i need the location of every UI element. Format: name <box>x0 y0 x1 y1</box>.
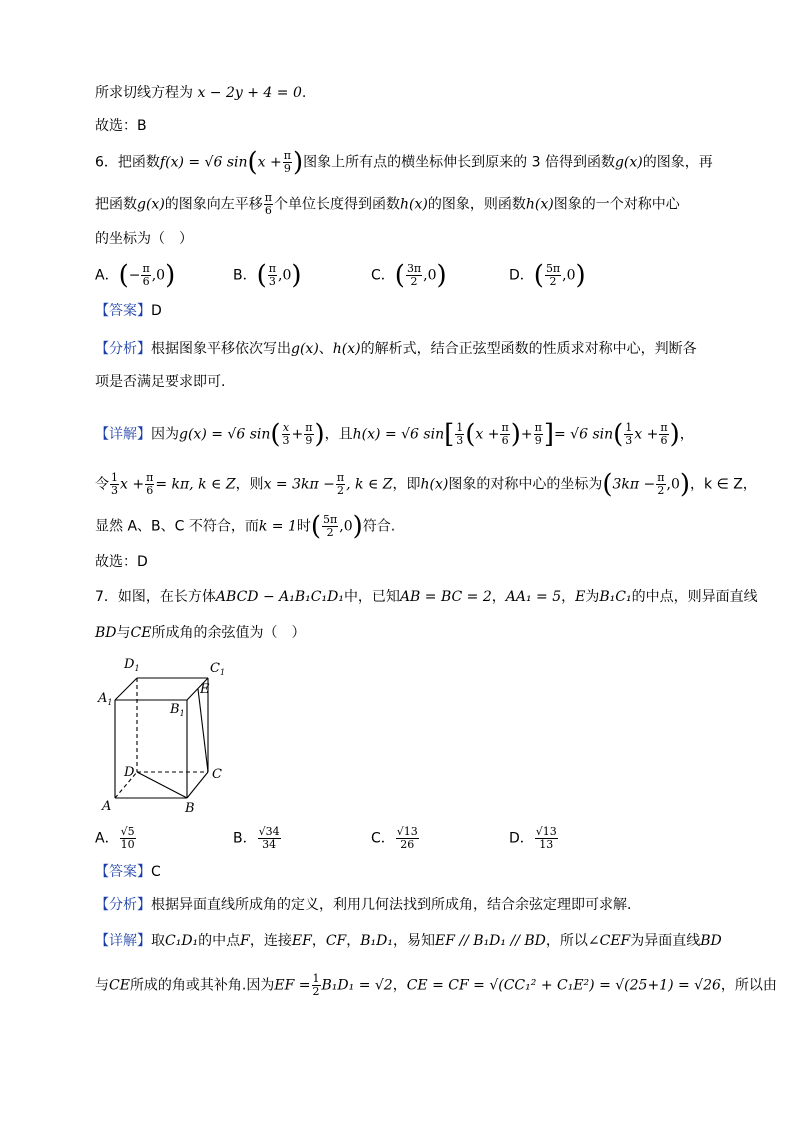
q7-b1c1: B₁C₁ <box>599 589 632 605</box>
q6-option-c[interactable] <box>371 260 447 291</box>
frac-den: 2 <box>326 526 334 539</box>
frac-den: 6 <box>142 275 150 288</box>
q7-option-c[interactable] <box>371 826 420 851</box>
paren: ( <box>394 260 405 291</box>
paren: ( <box>270 419 281 450</box>
frac-den: 9 <box>534 434 542 447</box>
prev-tangent-eq: x − 2y + 4 = 0 <box>197 85 302 101</box>
q6-analysis1c: 的解析式，结合正弦型函数的性质求对称中心，判断各 <box>360 341 697 357</box>
q7-stem-line1 <box>95 587 758 607</box>
x-plus: x + <box>475 426 500 443</box>
frac-den: 34 <box>262 838 277 851</box>
q6-stem-line1 <box>95 147 713 178</box>
q7-s1a: 7．如图，在长方体 <box>95 589 216 605</box>
frac <box>312 973 321 998</box>
prev-period: . <box>301 85 307 101</box>
q6-detail-line2 <box>95 469 757 500</box>
q7-s1d: ， <box>561 589 576 605</box>
frac <box>336 472 345 497</box>
q7-bd2: BD <box>700 933 722 949</box>
paren: ) <box>165 260 176 291</box>
q6-c3: 时 <box>296 518 311 535</box>
frac-den: 3 <box>111 484 118 497</box>
answer-value: D <box>151 303 162 319</box>
q6-l2c: 个单位长度得到函数 <box>274 196 401 213</box>
frac-num: 1 <box>111 471 118 484</box>
detail-tag: 【详解】 <box>95 426 151 443</box>
q7-f: F <box>240 933 250 949</box>
q6-number: 6．把函数 <box>95 154 160 171</box>
frac-den: 6 <box>264 204 272 217</box>
label-e: E <box>200 682 210 697</box>
frac-den: 6 <box>501 434 509 447</box>
q7-option-a[interactable] <box>95 826 137 851</box>
q7-c1d1: C₁D₁ <box>165 933 199 949</box>
analysis-tag: 【分析】 <box>95 897 151 913</box>
q6-li: 3kπ − <box>612 476 656 493</box>
x-plus: x + <box>634 426 659 443</box>
q6-stem-line3: 的坐标为（ ） <box>95 231 193 247</box>
frac <box>304 422 313 447</box>
frac-num: π <box>336 471 345 484</box>
q6-h: h(x) <box>400 196 428 213</box>
q7-p2b: 所成的角或其补角.因为 <box>129 977 275 994</box>
frac-num: π <box>268 262 276 275</box>
paren: ( <box>533 260 544 291</box>
q7-s1c: ， <box>491 589 506 605</box>
frac-num: √13 <box>535 825 557 838</box>
q6-g: g(x) <box>614 154 643 171</box>
frac-num: π <box>660 421 668 434</box>
frac <box>141 263 150 288</box>
paren: ) <box>292 147 304 178</box>
segment-ce <box>198 689 208 772</box>
segment-bd <box>137 772 187 798</box>
frac <box>258 826 281 851</box>
frac-num: π <box>501 421 509 434</box>
paren: ( <box>465 419 476 450</box>
q6-option-d[interactable] <box>509 260 586 291</box>
q7-s1f: 的中点，则异面直线 <box>631 589 758 605</box>
paren: ( <box>256 260 267 291</box>
answer-value: C <box>151 864 161 880</box>
q6-g2: g(x) <box>137 196 165 213</box>
q7-ce2: CE <box>109 977 130 994</box>
frac-den: 2 <box>336 484 344 497</box>
q6-h2: h(x) <box>525 196 554 213</box>
frac-den: 3 <box>282 434 290 447</box>
frac-num: 1 <box>312 972 320 985</box>
q6-analysis-line2: 项是否满足要求即可. <box>95 374 226 390</box>
q7-p1d: ， <box>311 933 326 949</box>
q6-lb: x + <box>120 476 145 493</box>
paren: ( <box>310 511 322 542</box>
q6-l2b: 的图象向左平移 <box>164 196 263 213</box>
frac <box>535 826 558 851</box>
q6-g-expr: g(x) = √6 sin <box>179 426 271 443</box>
q6-c4: 符合. <box>362 518 396 535</box>
frac-num: x <box>282 421 290 434</box>
frac-num: √5 <box>120 825 135 838</box>
q6-ld: ，则 <box>235 476 264 493</box>
paren: ) <box>291 260 302 291</box>
frac <box>282 422 291 447</box>
prev-tangent-prefix: 所求切线方程为 <box>95 85 193 101</box>
q6-lf: , k ∈ Z <box>346 476 393 493</box>
pi-over-9 <box>283 150 292 175</box>
q7-e: E <box>575 589 586 605</box>
q7-p2c: EF = <box>274 977 311 994</box>
frac-num: π <box>264 191 273 204</box>
q7-option-b[interactable] <box>233 826 282 851</box>
q6-f-arg: x + <box>257 154 282 171</box>
frac <box>406 263 422 288</box>
q6-d1a: 因为 <box>151 426 179 443</box>
frac-den: 13 <box>539 838 554 851</box>
q7-p1g: ，所以 <box>545 933 588 949</box>
bracket: [ <box>444 419 455 450</box>
q7-analysis <box>95 895 631 915</box>
frac-num: √13 <box>396 825 418 838</box>
q6-analysis1b: 、 <box>318 341 333 357</box>
frac-den: 9 <box>305 434 313 447</box>
q6-h-expr: h(x) = √6 sin <box>352 426 445 443</box>
q7-p1e: ， <box>346 933 361 949</box>
label-d: D <box>124 765 135 780</box>
frac-num: π <box>305 421 313 434</box>
neg-sign: − <box>128 267 141 284</box>
frac <box>545 263 561 288</box>
frac <box>534 422 543 447</box>
label-b1: $B_1$ <box>170 702 185 718</box>
frac-den: 6 <box>146 484 154 497</box>
q6-c2: k = 1 <box>258 518 297 535</box>
option-label: B． <box>233 267 257 284</box>
option-label: A． <box>95 830 119 847</box>
q7-p2g: ，所以由 <box>720 977 777 994</box>
frac-num: 1 <box>456 421 464 434</box>
q6-final: 故选：D <box>95 554 148 570</box>
frac-den: 2 <box>549 275 557 288</box>
frac <box>656 472 665 497</box>
frac-num: 5π <box>545 262 561 275</box>
q6-l2e: 图象的一个对称中心 <box>553 196 680 213</box>
q6-analysis1: 根据图象平移依次写出 <box>151 341 291 357</box>
pi-over-6 <box>264 192 273 217</box>
q6-g3: g(x) <box>291 341 319 357</box>
q6-text1: 图象上所有点的横坐标伸长到原来的 3 倍得到函数 <box>303 154 615 171</box>
frac <box>110 472 119 497</box>
frac-den: 10 <box>120 838 135 851</box>
label-a: A <box>102 799 112 814</box>
zero: ,0 <box>423 267 437 284</box>
label-c: C <box>212 767 222 782</box>
edge-a1d1 <box>115 678 137 700</box>
q7-p2e: ， <box>392 977 407 994</box>
q7-bd: BD <box>95 625 117 641</box>
q7-angle: ∠CEF <box>587 933 631 949</box>
q6-c1: 显然 A、B、C 不符合，而 <box>95 518 259 535</box>
q7-ce: CE <box>130 625 152 641</box>
bracket: ] <box>543 419 554 450</box>
frac <box>455 422 464 447</box>
label-b: B <box>185 801 195 816</box>
frac-num: π <box>146 471 154 484</box>
frac <box>120 826 136 851</box>
q7-ab: AB = BC = 2 <box>399 589 492 605</box>
q6-let: 令 <box>95 476 109 493</box>
q7-option-d[interactable] <box>509 826 559 851</box>
zero: ,0 <box>278 267 292 284</box>
q7-analysis-text: 根据异面直线所成角的定义，利用几何法找到所成角，结合余弦定理即可求解. <box>151 897 632 913</box>
label-a1: $A_1$ <box>98 691 113 707</box>
option-label: C． <box>371 267 395 284</box>
paren: ) <box>352 511 363 542</box>
analysis-tag: 【分析】 <box>95 341 151 357</box>
plus: + <box>291 426 304 443</box>
frac-num: 1 <box>625 421 633 434</box>
q6-h4: h(x) <box>420 476 449 493</box>
q6-le: x = 3kπ − <box>263 476 335 493</box>
q7-stem-line2 <box>95 623 305 643</box>
option-label: D． <box>509 267 534 284</box>
q6-lg: ，即 <box>392 476 421 493</box>
paren: ) <box>436 260 447 291</box>
q6-detail-line1 <box>95 419 694 450</box>
q7-s2d: 所成角的余弦值为（ ） <box>151 625 306 641</box>
paren: ( <box>247 147 258 178</box>
paren: ) <box>575 260 586 291</box>
q7-aa: AA₁ = 5 <box>505 589 562 605</box>
q6-answer <box>95 301 162 321</box>
option-label: A． <box>95 267 119 284</box>
q6-option-a[interactable] <box>95 260 176 291</box>
frac-den: 9 <box>283 162 291 175</box>
q7-p1h: 为异面直线 <box>630 933 701 949</box>
q6-d1e: ， <box>679 426 694 443</box>
frac-num: √34 <box>258 825 280 838</box>
frac <box>624 422 633 447</box>
frac-den: 26 <box>400 838 415 851</box>
paren: ) <box>679 469 691 500</box>
paren: ) <box>510 419 521 450</box>
paren: ) <box>314 419 325 450</box>
frac <box>268 263 277 288</box>
prev-answer: 故选：B <box>95 118 147 134</box>
q6-l2a: 把函数 <box>95 196 137 213</box>
q6-option-b[interactable] <box>233 260 302 291</box>
q6-eq: = √6 sin <box>554 426 614 443</box>
zero: ,0 <box>339 518 353 535</box>
option-label: C． <box>371 830 395 847</box>
q7-detail-line1 <box>95 931 722 951</box>
answer-tag: 【答案】 <box>95 303 151 319</box>
frac-den: 2 <box>410 275 418 288</box>
frac-num: 3π <box>406 262 422 275</box>
label-d1: $D_1$ <box>124 657 140 673</box>
option-label: D． <box>509 830 534 847</box>
q6-d1c: ，且 <box>324 426 353 443</box>
label-c1: $C_1$ <box>210 661 226 677</box>
frac-den: 3 <box>625 434 633 447</box>
q7-p1c: ，连接 <box>249 933 292 949</box>
zero: ,0 <box>666 476 680 493</box>
q7-cf: CF <box>325 933 347 949</box>
frac <box>659 422 668 447</box>
edge-bc <box>187 772 208 798</box>
q6-f-lhs: f(x) = √6 sin <box>159 154 248 171</box>
frac-den: 6 <box>660 434 668 447</box>
frac-num: π <box>534 421 542 434</box>
frac <box>500 422 509 447</box>
q7-s1e: 为 <box>585 589 600 605</box>
q7-p1a: 取 <box>151 933 165 949</box>
detail-tag: 【详解】 <box>95 933 151 949</box>
q6-l2d: 的图象，则函数 <box>427 196 526 213</box>
frac-num: π <box>283 149 291 162</box>
frac <box>322 514 338 539</box>
q6-stem-line2 <box>95 192 680 217</box>
q6-lc: = kπ, k ∈ Z <box>155 476 236 493</box>
q7-p1f: ，易知 <box>393 933 436 949</box>
frac-den: 3 <box>268 275 276 288</box>
paren: ) <box>669 419 680 450</box>
plus: + <box>520 426 533 443</box>
q7-solid: ABCD − A₁B₁C₁D₁ <box>215 589 344 605</box>
frac-den: 3 <box>456 434 464 447</box>
q6-lj: ，k ∈ Z， <box>690 476 757 493</box>
cuboid-figure <box>90 650 240 820</box>
q6-analysis-line1 <box>95 339 697 359</box>
q7-b1d1: B₁D₁ <box>360 933 394 949</box>
zero: ,0 <box>151 267 166 284</box>
q7-p1b: 的中点 <box>198 933 241 949</box>
zero: ,0 <box>562 267 576 284</box>
q6-text2: 的图象，再 <box>642 154 713 171</box>
paren: ( <box>118 260 129 291</box>
q7-s2b: 与 <box>116 625 131 641</box>
frac <box>145 472 154 497</box>
q6-detail-line3 <box>95 511 396 542</box>
frac-den: 2 <box>312 985 320 998</box>
q7-answer <box>95 862 161 882</box>
paren: ( <box>613 419 624 450</box>
q7-p2d: B₁D₁ = √2 <box>321 977 393 994</box>
q7-p2a: 与 <box>95 977 109 994</box>
q7-p2f: CE = CF = √(CC₁² + C₁E²) = √(25+1) = √26 <box>406 977 721 994</box>
frac-num: π <box>142 262 150 275</box>
prev-tangent-line <box>95 83 306 103</box>
frac <box>396 826 419 851</box>
frac-den: 2 <box>657 484 665 497</box>
paren: ( <box>602 469 613 500</box>
answer-tag: 【答案】 <box>95 864 151 880</box>
q7-detail-line2 <box>95 973 777 998</box>
q7-par: EF // B₁D₁ // BD <box>435 933 546 949</box>
option-label: B． <box>233 830 257 847</box>
q7-s1b: 中，已知 <box>343 589 400 605</box>
frac-num: 5π <box>323 513 338 526</box>
q6-lh: 图象的对称中心的坐标为 <box>448 476 603 493</box>
q7-ef: EF <box>291 933 312 949</box>
frac-num: π <box>657 471 665 484</box>
q6-h3: h(x) <box>332 341 361 357</box>
